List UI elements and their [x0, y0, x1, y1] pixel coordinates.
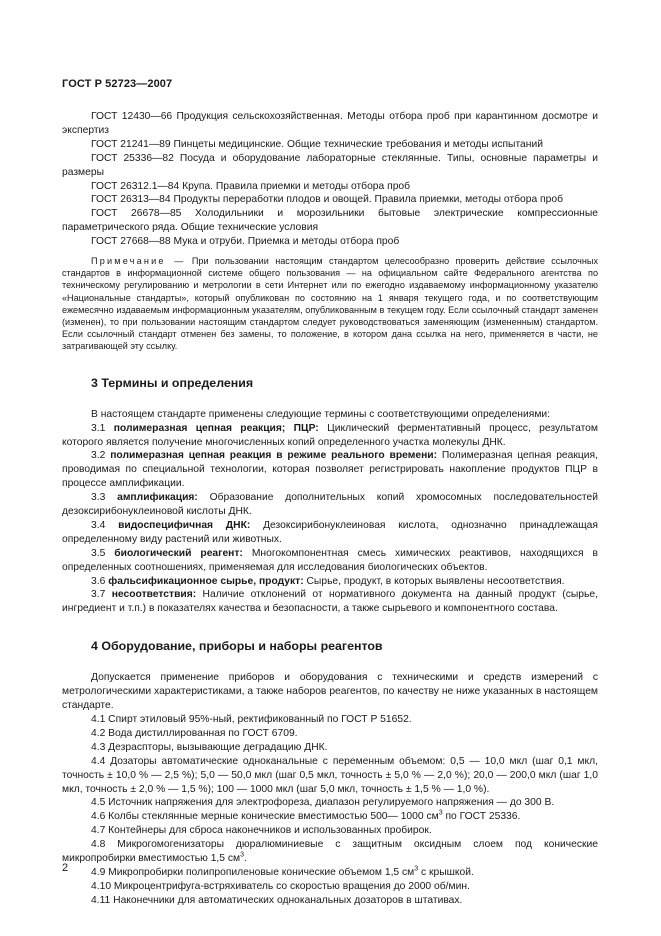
reference-item: ГОСТ 12430—66 Продукция сельскохозяйственная. Методы отбора проб при карантинном досмотре и экспертиз [62, 111, 598, 136]
reference-item: ГОСТ 27668—88 Мука и отруби. Приемка и методы отбора проб [91, 236, 400, 248]
equipment-item: 4.11 Наконечники для автоматических одноканальных дозаторов в штативах. [91, 894, 463, 906]
section-3-intro: В настоящем стандарте применены следующие термины с соответствующими определениями: [91, 408, 551, 420]
term-name: полимеразная цепная реакция в режиме реального времени: [110, 450, 438, 462]
term-definition: 3.2 полимеразная цепная реакция в режиме реального времени: Полимеразная цепная реакция, проводимая по специальной технологии, которая позволяет регистрировать накопление продуктов ПЦР в процессе амплификации. [62, 450, 598, 490]
equipment-item: 4.10 Микроцентрифуга-встряхиватель со скоростью вращения до 2000 об/мин. [91, 880, 470, 892]
section-4-intro: Допускается применение приборов и оборудования с техническими и средств измерений с метрологическими характеристиками, а также наборов реагентов, по качеству не ниже указанных в настоящем стандарте. [62, 672, 598, 712]
equipment-item: 4.8 Микрогомогенизаторы дюралюминиевые с защитным оксидным слоем под конические микропробирки вместимостью 1,5 $см^3$. [62, 839, 598, 865]
equipment-item: 4.6 Колбы стеклянные мерные конические вместимостью 500— 1000 $см^3$ по ГОСТ 25336. [91, 809, 521, 823]
term-name: фальсификационное сырье, продукт: [108, 575, 304, 587]
term-definition: 3.5 биологический реагент: Многокомпонентная смесь химических реактивов, находящихся в определенных соотношениях, применяемая для исследования биологических объектов. [62, 547, 598, 573]
equipment-item: 4.7 Контейнеры для сброса наконечников и использованных пробирок. [91, 825, 432, 837]
equipment-item: 4.4 Дозаторы автоматические одноканальные с переменным объемом: 0,5 — 10,0 мкл (шаг 0,1 мкл, точность ± 10,0 % — 2,5 %); 5,0 — 50,0 мкл (шаг 0,5 мкл, точность ± 5,0 % — 2,0 %); 20,0 — 200,0 мкл (шаг 1,0 мкл, точность ± 2,0 % — 1,5 %); 100 — 1000 мкл (шаг 5,0 мкл, точность ± 1,5 % — 1,0 %). [62, 755, 598, 795]
section-3-title: 3 Термины и определения [91, 375, 254, 390]
equipment-item: 4.5 Источник напряжения для электрофореза, диапазон регулируемого напряжения — до 300 В. [91, 797, 555, 809]
term-name: амплификация: [117, 492, 198, 504]
note-text: При пользовании настоящим стандартом целесообразно проверить действие ссылочных стандартов в информационной системе общего пользования — на официальном сайте Федерального агентства по техническому регулированию и метрологии в сети Интернет или по ежегодно издаваемому информационному указателю «Национальные стандарты», который опубликован по состоянию на 1 января текущего года, и по соответствующим ежемесячно издаваемым информационным указателям, опубликованным в текущем году. Если ссылочный стандарт заменен (изменен), то при пользовании настоящим стандартом следует руководствоваться заменяющим (измененным) стандартом. Если ссылочный стандарт отменен без замены, то положение, в котором дана ссылка на него, применяется в части, не затрагивающей эту ссылку. [62, 256, 599, 352]
reference-item: ГОСТ 25336—82 Посуда и оборудование лабораторные стеклянные. Типы, основные параметры и размеры [62, 152, 598, 178]
term-definition: 3.4 видоспецифичная ДНК: Дезоксирибонуклеиновая кислота, однозначно принадлежащая определенному виду растений или животных. [62, 519, 598, 545]
section-4-title: 4 Оборудование, приборы и наборы реагентов [91, 639, 383, 654]
running-header: ГОСТ Р 52723—2007 [62, 78, 173, 90]
term-name: биологический реагент: [114, 547, 243, 559]
reference-item: ГОСТ 21241—89 Пинцеты медицинские. Общие технические требования и методы испытаний [91, 138, 543, 150]
reference-item: ГОСТ 26313—84 Продукты переработки плодов и овощей. Правила приемки, методы отбора проб [91, 194, 563, 206]
note-label: Примечание — [91, 256, 186, 267]
term-definition: 3.1 полимеразная цепная реакция; ПЦР: Циклический ферментативный процесс, результатом которого является получение многочисленных копий определенного участка молекулы ДНК. [62, 422, 598, 448]
equipment-item: 4.3 Дезраспторы, вызывающие деградацию ДНК. [91, 741, 328, 753]
page-content [62, 110, 598, 908]
reference-item: ГОСТ 26312.1—84 Крупа. Правила приемки и методы отбора проб [91, 180, 411, 192]
term-definition: 3.7 несоответствия: Наличие отклонений от нормативного документа на данный продукт (сырье, ингредиент и т.п.) в показателях качества и безопасности, а также сырьевого и компонентного состава. [62, 589, 598, 615]
equipment-item: 4.2 Вода дистиллированная по ГОСТ 6709. [91, 727, 298, 739]
reference-note [62, 255, 598, 353]
term-name: несоответствия: [111, 589, 197, 601]
equipment-item: 4.9 Микропробирки полипропиленовые конические объемом 1,5 $см^3$ с крышкой. [91, 865, 474, 878]
term-definition: 3.6 фальсификационное сырье, продукт: Сырье, продукт, в которых выявлены несоответствия. [91, 575, 565, 587]
term-definition: 3.3 амплификация: Образование дополнительных копий хромосомных последовательностей дезоксирибонуклеиновой кислоты ДНК. [62, 492, 598, 518]
equipment-item: 4.1 Спирт этиловый 95%-ный, ректификованный по ГОСТ Р 51652. [91, 714, 412, 725]
reference-item: ГОСТ 26678—85 Холодильники и морозильники бытовые электрические компрессионные параметрического ряда. Общие технические условия [62, 208, 598, 234]
term-name: видоспецифичная ДНК: [118, 519, 251, 531]
term-name: полимеразная цепная реакция; ПЦР: [113, 422, 319, 434]
page-number: 2 [62, 862, 69, 874]
